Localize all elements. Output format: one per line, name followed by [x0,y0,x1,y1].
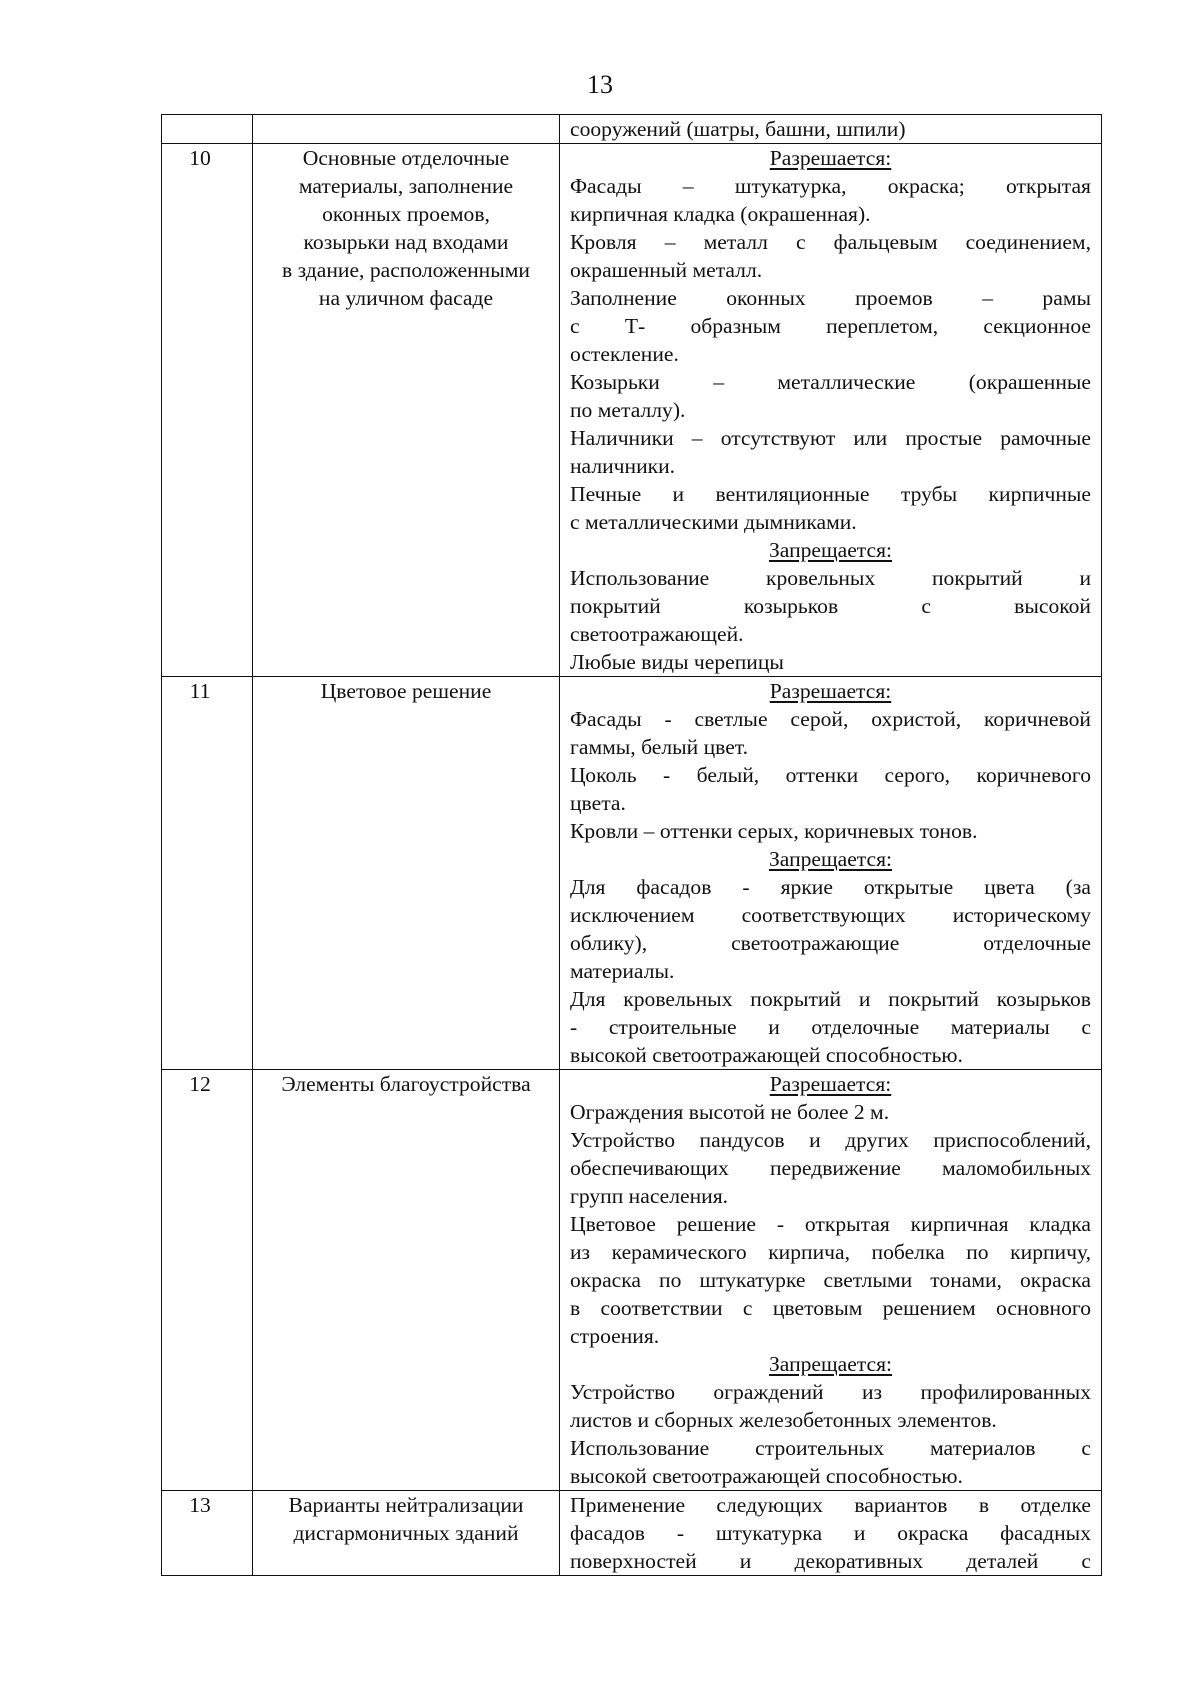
requirement-line: высокой светоотражающей способностью. [570,1464,963,1488]
requirements-cell [560,677,1102,1070]
requirement-line: Кровля – металл с фальцевым соединением, [570,230,1091,254]
requirement-line: по металлу). [570,398,686,422]
requirements-cell [560,115,1102,144]
requirement-line: Цоколь - белый, оттенки серого, коричневого [570,763,1091,787]
element-name-line: на уличном фасаде [318,286,494,310]
requirement-line: фасадов - штукатурка и окраска фасадных [570,1521,1091,1545]
element-name-line: оконных проемов, [322,202,490,226]
table-row [162,115,1102,144]
requirement-line: Заполнение оконных проемов – рамы [570,286,1091,310]
requirement-line: Применение следующих вариантов в отделке [570,1493,1091,1517]
table-body [162,115,1102,1576]
requirement-line: окрашенный металл. [570,258,763,282]
regulations-table [161,114,1102,1576]
requirement-line: материалы. [570,959,675,983]
requirement-line: строения. [570,1324,660,1348]
requirement-line: гаммы, белый цвет. [570,735,749,759]
row-number: 12 [162,1070,253,1491]
element-name-cell [253,144,560,677]
requirement-line: Наличники – отсутствуют или простые рамочные [570,426,1091,450]
requirement-line: поверхностей и декоративных деталей с [570,1549,1091,1573]
requirement-line: Использование кровельных покрытий и [570,566,1091,590]
requirement-line: Печные и вентиляционные трубы кирпичные [570,482,1091,506]
row-number: 11 [162,677,253,1070]
section-heading: Запрещается: [768,538,893,562]
element-name-cell [253,1491,560,1576]
page-number: 13 [587,70,613,99]
requirement-line: Фасады - светлые серой, охристой, коричневой [570,707,1091,731]
requirement-line: Устройство пандусов и других приспособлений, [570,1128,1091,1152]
requirement-line: Для кровельных покрытий и покрытий козырьков [570,987,1091,1011]
requirement-line: Козырьки – металлические (окрашенные [570,370,1091,394]
requirement-line: облику), светоотражающие отделочные [570,931,1091,955]
element-name-line: материалы, заполнение [298,174,514,198]
requirement-line: исключением соответствующих историческому [570,903,1091,927]
table-row [162,1070,1102,1491]
requirement-line: Цветовое решение - открытая кирпичная кладка [570,1212,1091,1236]
requirement-line: Кровли – оттенки серых, коричневых тонов. [570,819,978,843]
section-heading: Запрещается: [768,1352,893,1376]
section-heading: Разрешается: [769,146,892,170]
element-name-cell [253,115,560,144]
requirement-line: - строительные и отделочные материалы с [570,1015,1091,1039]
requirements-cell [560,1070,1102,1491]
element-name-line: Основные отделочные [302,146,510,170]
requirement-line: с металлическими дымниками. [570,510,857,534]
section-heading: Разрешается: [769,1072,892,1096]
requirement-line: Использование строительных материалов с [570,1436,1091,1460]
requirement-line: групп населения. [570,1184,729,1208]
requirement-line: листов и сборных железобетонных элементов. [570,1408,997,1432]
element-name-line: дисгармоничных зданий [293,1521,519,1545]
requirement-line: окраска по штукатурке светлыми тонами, окраска [570,1268,1091,1292]
requirement-line: светоотражающей. [570,622,744,646]
element-name-line: в здание, расположенными [282,258,530,282]
table-row [162,144,1102,677]
table-row [162,1491,1102,1576]
requirement-line: высокой светоотражающей способностью. [570,1043,963,1067]
element-name-line: Варианты нейтрализации [288,1493,524,1517]
table-row [162,677,1102,1070]
requirement-line: Фасады – штукатурка, окраска; открытая [570,174,1091,198]
requirement-line: Ограждения высотой не более 2 м. [570,1100,890,1124]
section-heading: Разрешается: [769,679,892,703]
section-heading: Запрещается: [768,847,893,871]
requirement-line: с Т- образным переплетом, секционное [570,314,1091,338]
requirement-line: в соответствии с цветовым решением основного [570,1296,1091,1320]
requirement-line: Устройство ограждений из профилированных [570,1380,1091,1404]
element-name-cell [253,677,560,1070]
element-name-line: Элементы благоустройства [281,1072,531,1096]
requirement-line: из керамического кирпича, побелка по кирпичу, [570,1240,1091,1264]
requirement-line: покрытий козырьков с высокой [570,594,1091,618]
element-name-cell [253,1070,560,1491]
row-number [162,115,253,144]
row-number: 13 [162,1491,253,1576]
requirement-line: остекление. [570,342,679,366]
requirements-cell [560,1491,1102,1576]
requirement-line: обеспечивающих передвижение маломобильных [570,1156,1091,1180]
requirement-line: наличники. [570,454,676,478]
element-name-line: козырьки над входами [303,230,509,254]
requirement-line: цвета. [570,791,626,815]
row-number: 10 [162,144,253,677]
requirement-line: Для фасадов - яркие открытые цвета (за [570,875,1091,899]
requirement-line: кирпичная кладка (окрашенная). [570,202,871,226]
element-name-line: Цветовое решение [320,679,492,703]
requirement-line: Любые виды черепицы [570,650,784,674]
requirement-line: сооружений (шатры, башни, шпили) [570,117,906,141]
requirements-cell [560,144,1102,677]
